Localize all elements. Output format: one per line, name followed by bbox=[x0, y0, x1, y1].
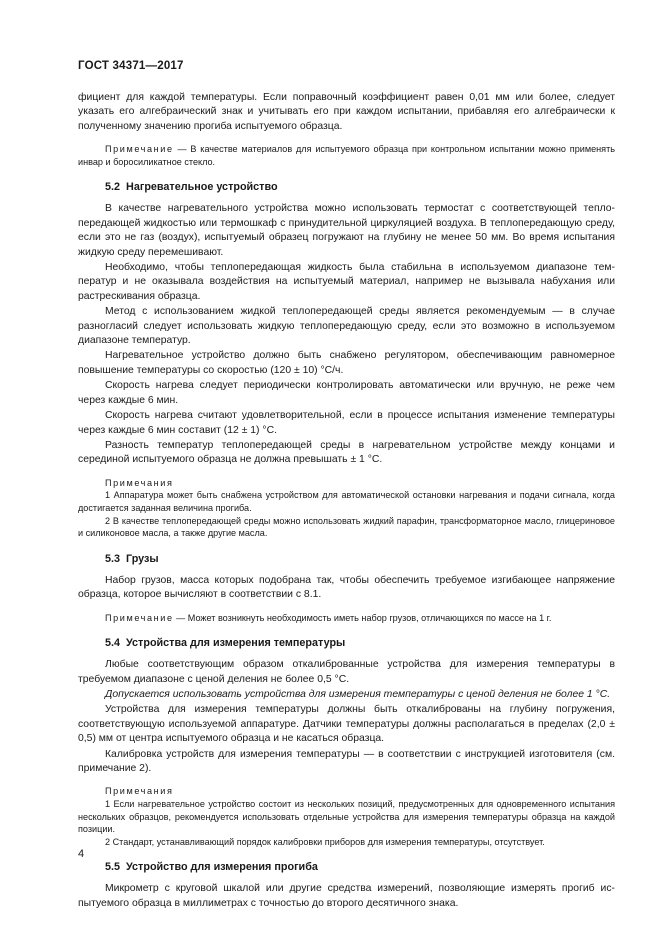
notes-label: Примечания bbox=[105, 786, 174, 797]
section-title: Нагревательное устройство bbox=[126, 181, 278, 194]
note-item: 1 Если нагревательное устройство состоит из нескольких позиций, предусмотренных для одновременного испытания нескольких образцов, рекомендуется использовать отдельные устройства для измерения температуры образца на каждой позиции. bbox=[78, 798, 615, 835]
note-text: — Может возникнуть необходимость иметь набор грузов, отличающихся по массе на 1 г. bbox=[173, 612, 552, 623]
note-item: 2 В качестве теплопередающей среды можно использовать жидкий парафин, трансформаторное масло, глицериновое и силиконовое масла, а также другие масла. bbox=[78, 515, 615, 539]
note-item: 2 Стандарт, устанавливающий порядок калибровки приборов для измерения температуры, отсутствует. bbox=[105, 836, 545, 847]
paragraph: Набор грузов, масса которых подобрана так, чтобы обеспечить требуемое изгибающее напряжение образца, которое вычисляют в соответствии с 8.1. bbox=[78, 574, 615, 601]
paragraph: Разность температур теплопередающей среды в нагревательном устройстве между концами и серединой испытуемого образца не должна превышать ± 1 °С. bbox=[78, 439, 615, 466]
note bbox=[78, 612, 615, 625]
notes-heading bbox=[78, 477, 615, 490]
section-heading-5-2 bbox=[78, 180, 615, 194]
section-number: 5.4 bbox=[105, 637, 121, 650]
note-label: Примечание bbox=[105, 144, 174, 155]
note-text: — В качестве материалов для испытуемого образца при контрольном испытании можно применять инвар и боросиликатное стекло. bbox=[78, 144, 615, 167]
section-title: Устройство для измерения прогиба bbox=[126, 861, 318, 874]
paragraph: Калибровка устройств для измерения температуры — в соответствии с инструкцией изготовителя (см. примечание 2). bbox=[78, 748, 615, 774]
paragraph: Метод с использованием жидкой теплопередающей среды является рекомендуемым — в случае разногласий следует использовать жидкую теплопередающую среду, если это возможно в используемом диапазоне температур. bbox=[78, 306, 615, 347]
intro-paragraph: фициент для каждой температуры. Если поправочный коэффициент равен 0,01 мм или более, следует указать его алгебраический знак и учитывать его при каждом испытании, прибавляя его алгебраически к полученному значению прогиба испытуемого образца. bbox=[78, 92, 615, 132]
paragraph: Скорость нагрева считают удовлетворительной, если в процессе испытания изменение температуры через каждые 6 мин составит (12 ± 1) °С. bbox=[78, 410, 615, 436]
paragraph: Необходимо, чтобы теплопередающая жидкость была стабильна в используемом диапазоне температур и не оказывала воздействия на испытуемый материал, например не вызывала набухания или растрескивания образца. bbox=[78, 262, 615, 302]
section-title: Устройства для измерения температуры bbox=[126, 637, 346, 650]
section-number: 5.3 bbox=[105, 552, 121, 565]
section-heading-5-5 bbox=[78, 860, 615, 874]
section-title: Грузы bbox=[126, 552, 159, 565]
paragraph: Устройства для измерения температуры должны быть откалиброваны на глубину погружения, соответствующую используемой аппаратуре. Датчики температуры должны располагаться в пределах (2,0 ± 0,5) мм от центра испытуемого образца и не касаться образца. bbox=[78, 704, 615, 745]
paragraph: Любые соответствующим образом откалиброванные устройства для измерения температуры в требуемом диапазоне с ценой деления не более 0,5 °С. bbox=[78, 659, 615, 685]
notes-heading bbox=[78, 785, 615, 798]
section-heading-5-4 bbox=[78, 636, 615, 650]
document-header: ГОСТ 34371—2017 bbox=[78, 60, 184, 72]
paragraph: Микрометр с круговой шкалой или другие средства измерений, позволяющие измерять прогиб испытуемого образца в миллиметрах с точностью до второго десятичного знака. bbox=[78, 883, 615, 909]
paragraph: В качестве нагревательного устройства можно использовать термостат с соответствующей теплопередающей жидкостью или термошкаф с принудительной циркуляцией воздуха. В теплопередающую среду, если это не газ (воздух), испытуемый образец погружают на глубину не менее 50 мм. Во время испытания жидкую среду перемешивают. bbox=[78, 203, 615, 258]
paragraph-italic: Допускается использовать устройства для измерения температуры с ценой деления не более 1 °С. bbox=[105, 688, 611, 700]
notes-label: Примечания bbox=[105, 477, 174, 488]
note-item: 1 Аппаратура может быть снабжена устройством для автоматической остановки нагревания и подачи сигнала, когда достигается заданная величина прогиба. bbox=[78, 490, 615, 513]
paragraph: Скорость нагрева следует периодически контролировать автоматически или вручную, не реже чем через каждые 6 мин. bbox=[78, 380, 615, 406]
paragraph: Нагревательное устройство должно быть снабжено регулятором, обеспечивающим равномерное повышение температуры со скоростью (120 ± 10) °С/ч. bbox=[78, 350, 615, 376]
page-number: 4 bbox=[78, 848, 85, 860]
section-number: 5.2 bbox=[105, 181, 121, 194]
document-body bbox=[78, 91, 615, 912]
note-label: Примечание bbox=[105, 612, 174, 623]
section-number: 5.5 bbox=[105, 861, 121, 874]
intro-note bbox=[78, 143, 615, 168]
section-heading-5-3 bbox=[78, 552, 615, 566]
